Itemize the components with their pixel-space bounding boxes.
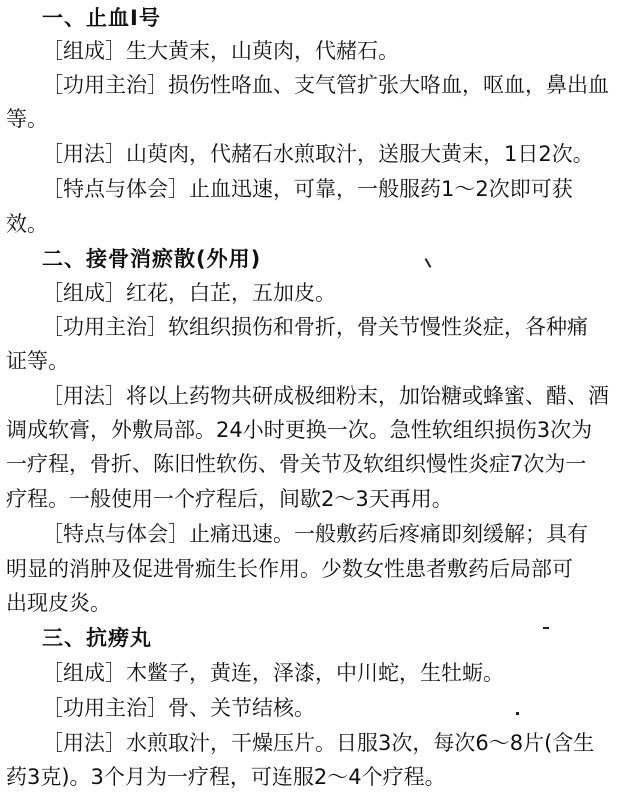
- section-3-usage-line-2: 药3克)。3个月为一疗程，可连服2～4个疗程。: [6, 765, 446, 789]
- section-1-indication-line-1: ［功用主治］损伤性咯血、支气管扩张大咯血，呕血，鼻出血: [42, 73, 609, 97]
- section-1-notes-line-1: ［特点与体会］止血迅速，可靠，一般服药1～2次即可获: [42, 177, 573, 201]
- section-2-heading: 二、接骨消瘀散(外用): [42, 247, 262, 271]
- section-2-usage-line-4: 疗程。一般使用一个疗程后，间歇2～3天再用。: [6, 487, 453, 511]
- section-2-indication-line-2: 证等。: [6, 349, 69, 373]
- section-3-composition: ［组成］木鳖子，黄连，泽漆，中川蛇，生牡蛎。: [42, 661, 504, 685]
- section-2-usage-line-2: 调成软膏，外敷局部。24小时更换一次。急性软组织损伤3次为: [6, 418, 593, 442]
- section-2-usage-line-3: 一疗程，骨折、陈旧性软伤、骨关节及软组织慢性炎症7次为一: [6, 452, 587, 476]
- section-2-notes-line-1: ［特点与体会］止痛迅速。一般敷药后疼痛即刻缓解；具有: [42, 522, 588, 546]
- section-1-usage-line-1: ［用法］山萸肉，代赭石水煎取汁，送服大黄末，1日2次。: [42, 142, 594, 166]
- section-2-notes-line-2: 明显的消肿及促进骨痂生长作用。少数女性患者敷药后局部可: [6, 557, 573, 581]
- section-2-usage-line-1: ［用法］将以上药物共研成极细粉末，加饴糖或蜂蜜、醋、酒: [42, 384, 609, 408]
- section-3-indication-line-1: ［功用主治］骨、关节结核。: [42, 696, 315, 720]
- section-1-indication-line-2: 等。: [6, 107, 48, 131]
- section-1-notes-line-2: 效。: [6, 212, 48, 236]
- section-1-composition: ［组成］生大黄末，山萸肉，代赭石。: [42, 39, 399, 63]
- section-1-heading: 一、止血Ⅰ号: [42, 6, 161, 30]
- scan-mark: [516, 712, 519, 715]
- section-2-composition: ［组成］红花，白芷，五加皮。: [42, 281, 336, 305]
- section-3-heading: 三、抗痨丸: [42, 626, 152, 650]
- section-2-notes-line-3: 出现皮炎。: [6, 591, 111, 615]
- section-2-indication-line-1: ［功用主治］软组织损伤和骨折，骨关节慢性炎症，各种痛: [42, 315, 588, 339]
- scan-mark: [543, 627, 549, 629]
- section-3-usage-line-1: ［用法］水煎取汁，干燥压片。日服3次，每次6～8片(含生: [42, 731, 595, 755]
